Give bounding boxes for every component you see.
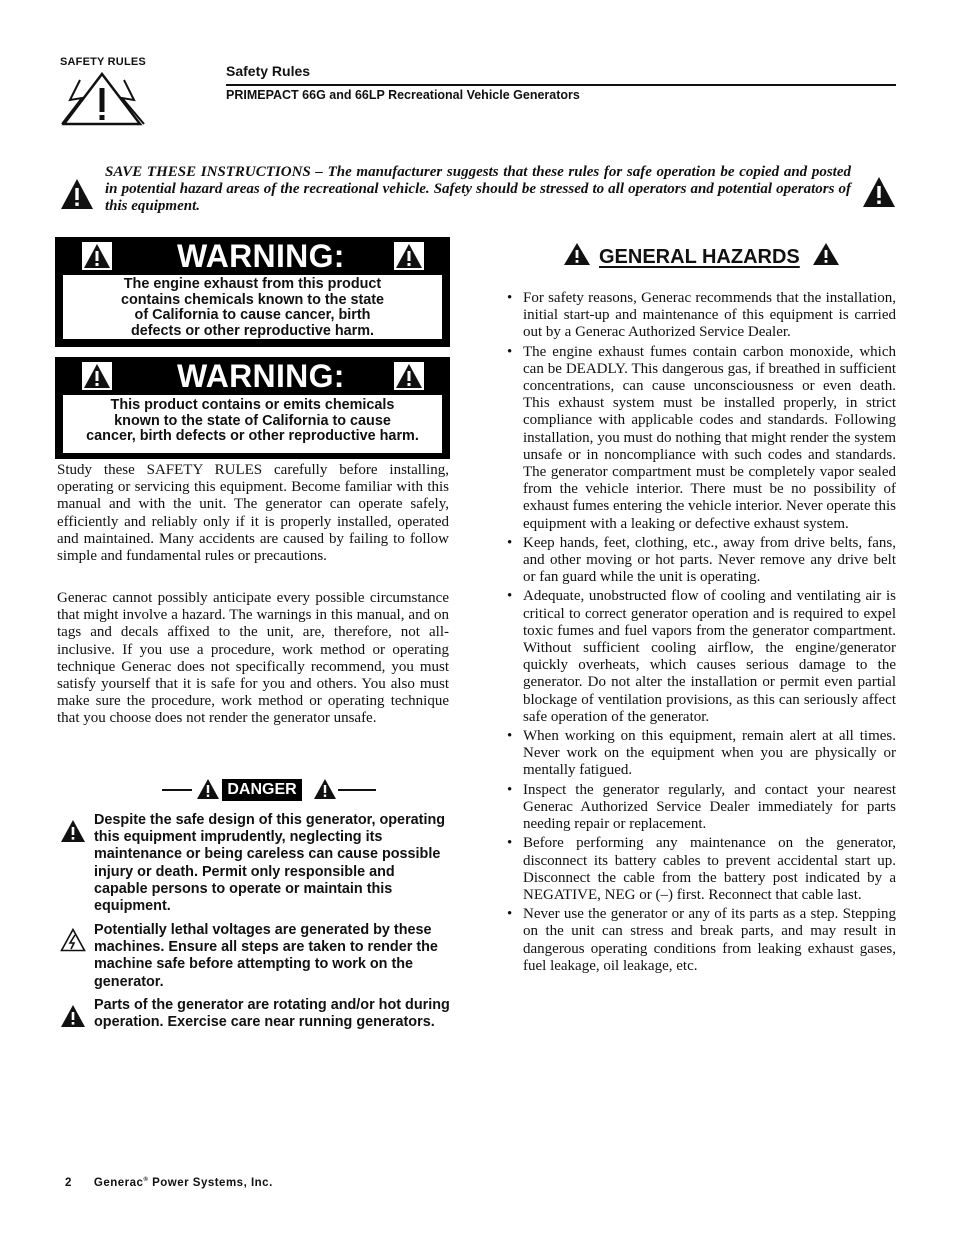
danger-rule [162, 789, 192, 791]
warning-triangle-icon [82, 362, 112, 390]
footer-company-suffix: Power Systems, Inc. [152, 1177, 273, 1189]
page-footer [65, 1177, 273, 1189]
electrical-hazard-icon [60, 928, 86, 952]
lightning-warning-icon [58, 70, 148, 128]
warning-body [63, 275, 442, 339]
registered-mark: ® [143, 1177, 149, 1184]
list-item: • Before performing any maintenance on the generator, disconnect its battery cables to prevent accidental start up. Disconnect the cable from the battery post indicated by a NEGATIVE, NEG or (–) first. Reconnect that cable last. [505, 835, 896, 904]
general-hazards-title: GENERAL HAZARDS [599, 246, 800, 268]
warning-line: of California to cause cancer, birth [134, 307, 371, 324]
danger-item: Parts of the generator are rotating and/or hot during operation. Exercise care near running generators. [94, 997, 450, 1031]
warning-line: defects or other reproductive harm. [130, 322, 375, 339]
danger-item: Potentially lethal voltages are generated by these machines. Ensure all steps are taken to render the machine safe before attempting to work on the generator. [94, 922, 438, 990]
warning-line: contains chemicals known to the state [120, 291, 385, 308]
warning-triangle-icon [394, 242, 424, 270]
warning-line: cancer, birth defects or other reproductive harm. [86, 428, 419, 445]
list-item: • When working on this equipment, remain alert at all times. Never work on the equipment when you are physically or mentally fatigued. [505, 728, 896, 780]
warning-body [63, 395, 442, 453]
warning-triangle-icon [60, 819, 86, 843]
general-hazards-list [505, 290, 896, 977]
warning-triangle-icon [60, 1004, 86, 1028]
warning-triangle-icon [862, 176, 896, 208]
list-item: • For safety reasons, Generac recommends that the installation, initial start-up and maintenance of this equipment is carried out by a Generac Authorized Service Dealer. [505, 290, 896, 342]
danger-rule [338, 789, 376, 791]
footer-company: Generac [93, 1177, 144, 1189]
warning-triangle-icon [394, 362, 424, 390]
list-item: • Never use the generator or any of its parts as a step. Stepping on the unit can stress and break parts, and may result in dangerous operating conditions from leaking exhaust gases, fuel leakage, oil leakage, etc. [505, 906, 896, 975]
warning-triangle-icon [60, 178, 94, 210]
warning-line: The engine exhaust from this product [123, 276, 382, 292]
prop65-warning-chemicals [55, 357, 450, 459]
list-item: • The engine exhaust fumes contain carbon monoxide, which can be DEADLY. This dangerous gas, if breathed in sufficient concentrations, can cause unconsciousness or even death. This exhaust system must be installed properly, in strict compliance with applicable codes and standards. Following installation, you must do nothing that might render the system unsafe or in noncompliance with such codes and standards. The generator compartment must be completely vapor sealed from the vehicle interior. There must be no possibility of exhaust fumes entering the vehicle interior. Never operate this equipment with a leaking or defective exhaust system. [505, 344, 896, 533]
body-paragraph: Generac cannot possibly anticipate every possible circumstance that might involve a hazard. The warnings in this manual, and on tags and decals affixed to the unit, are, therefore, not all-inclusive. If you use a procedure, work method or operating technique Generac does not specifically recommend, you must satisfy yourself that it is safe for you and others. You also must make sure the procedure, work method or operating technique that you choose does not render the generator unsafe. [57, 590, 449, 727]
save-instructions-text: SAVE THESE INSTRUCTIONS – The manufacturer suggests that these rules for safe operation be copied and posted in potential hazard areas of the recreational vehicle. Safety should be stressed to all operators and potential operators of this equipment. [105, 164, 851, 214]
danger-label: DANGER [222, 779, 302, 801]
warning-triangle-icon [196, 778, 220, 800]
list-item: • Keep hands, feet, clothing, etc., away from drive belts, fans, and other moving or hot parts. Never remove any drive belt or fan guard while the unit is operating. [505, 535, 896, 587]
warning-title: WARNING: [177, 358, 345, 394]
warning-triangle-icon [563, 242, 591, 266]
page-number: 2 [65, 1177, 72, 1189]
warning-triangle-icon [313, 778, 337, 800]
warning-title: WARNING: [177, 238, 345, 274]
header-rule [226, 84, 896, 86]
safety-rules-logo-label: SAFETY RULES [60, 56, 146, 68]
warning-line: known to the state of California to cause [114, 412, 391, 429]
warning-line: This product contains or emits chemicals [110, 397, 395, 413]
warning-triangle-icon [82, 242, 112, 270]
list-item: • Inspect the generator regularly, and contact your nearest Generac Authorized Service Dealer immediately for parts needing repair or replacement. [505, 782, 896, 834]
header-title: Safety Rules [226, 63, 311, 79]
body-paragraph: Study these SAFETY RULES carefully before installing, operating or servicing this equipment. Become familiar with this manual and with the unit. The generator can operate safely, efficiently and reliably only if it is properly installed, operated and maintained. Many accidents are caused by failing to follow simple and fundamental rules or precautions. [57, 462, 449, 565]
prop65-warning-exhaust [55, 237, 450, 347]
warning-triangle-icon [812, 242, 840, 266]
list-item: • Adequate, unobstructed flow of cooling and ventilating air is critical to correct generator operation and is required to expel toxic fumes and fuel vapors from the generator compartment. Without sufficient cooling airflow, the engine/generator quickly overheats, which causes serious damage to the generator. Do not alter the installation or permit even partial blockage of ventilation provisions, as this can seriously affect safe operation of the generator. [505, 588, 896, 726]
danger-item: Despite the safe design of this generator, operating this equipment imprudently, neglecting its maintenance or being careless can cause possible injury or death. Permit only responsible and capable persons to operate or maintain this equipment. [94, 812, 446, 915]
header-subtitle: PRIMEPACT 66G and 66LP Recreational Vehicle Generators [226, 88, 580, 102]
